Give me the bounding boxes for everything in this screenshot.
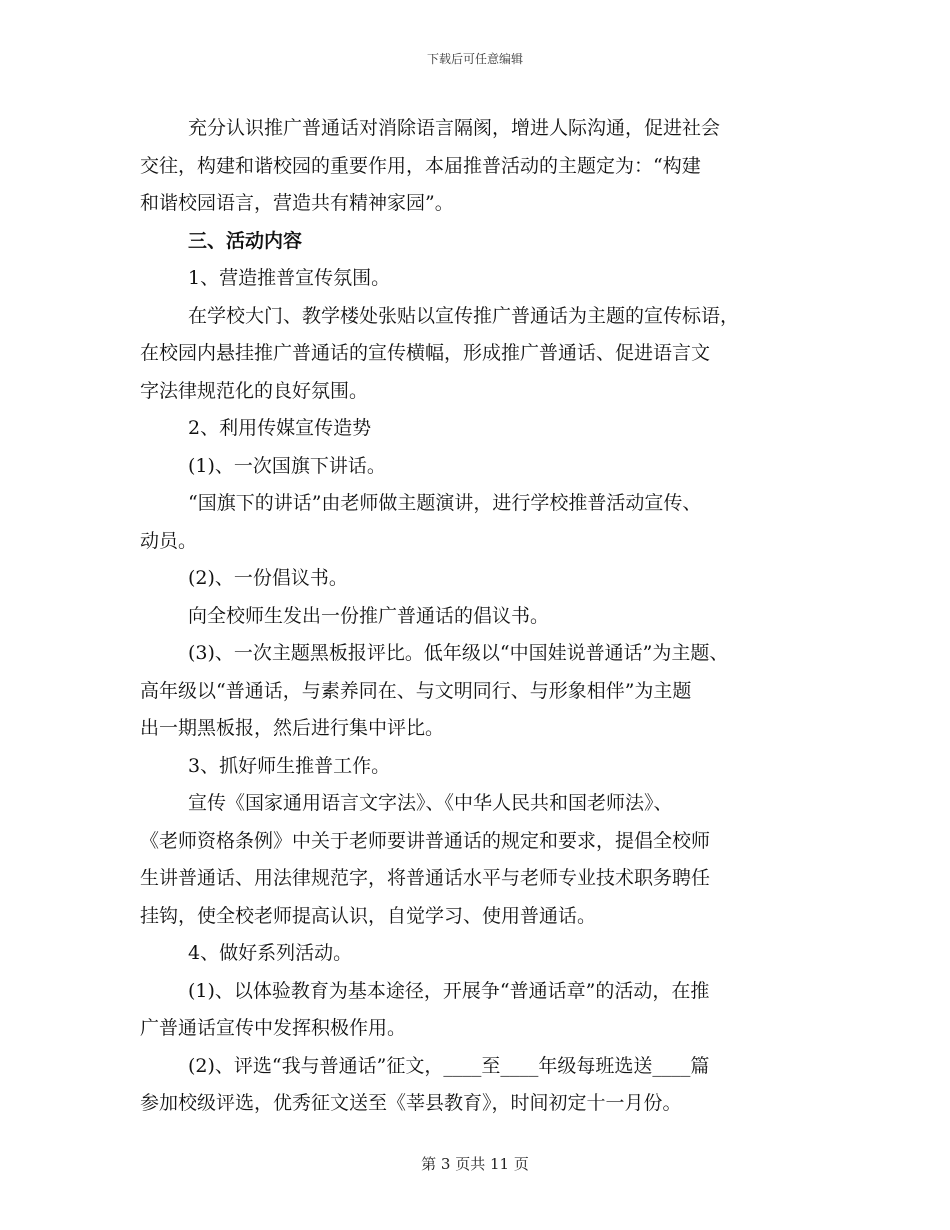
- paragraph-line: 挂钩，使全校老师提高认识，自觉学习、使用普通话。: [140, 904, 597, 927]
- paragraph-line: “国旗下的讲话”由老师做主题演讲，进行学校推普活动宣传、: [188, 492, 702, 514]
- paragraph-line: 字法律规范化的良好氛围。: [140, 379, 369, 402]
- paragraph-line: 生讲普通话、用法律规范字，将普通话水平与老师专业技术职务聘任: [140, 867, 711, 889]
- paragraph-line: 出一期黑板报，然后进行集中评比。: [140, 717, 445, 739]
- subsection-heading: 4、做好系列活动。: [188, 942, 353, 964]
- paragraph-line: 在校园内悬挂推广普通话的宣传横幅，形成推广普通话、促进语言文: [140, 342, 711, 364]
- paragraph-line: 向全校师生发出一份推广普通话的倡议书。: [188, 604, 550, 627]
- paragraph-line: 交往，构建和谐校园的重要作用，本届推普活动的主题定为：“构建: [140, 154, 701, 177]
- section-heading: 三、活动内容: [188, 229, 303, 252]
- paragraph-line: 和谐校园语言，营造共有精神家园”。: [140, 192, 454, 214]
- paragraph-line: 广普通话宣传中发挥积极作用。: [140, 1017, 407, 1039]
- paragraph-line: 动员。: [140, 529, 198, 552]
- list-item: (2)、评选“我与普通话”征文，____至____年级每班选送____篇: [188, 1054, 710, 1077]
- list-item: (1)、以体验教育为基本途径，开展争“普通话章”的活动，在推: [188, 979, 710, 1002]
- subsection-heading: 1、营造推普宣传氛围。: [188, 267, 391, 289]
- paragraph-line: 《老师资格条例》中关于老师要讲普通话的规定和要求，提倡全校师: [140, 829, 711, 852]
- paragraph-line: 参加校级评选，优秀征文送至《莘县教育》，时间初定十一月份。: [140, 1092, 682, 1114]
- paragraph-line: 高年级以“普通话，与素养同在、与文明同行、与形象相伴”为主题: [140, 679, 692, 702]
- paragraph-line: 充分认识推广普通话对消除语言隔阂，增进人际沟通，促进社会: [188, 117, 721, 139]
- paragraph-line: 在学校大门、教学楼处张贴以宣传推广普通话为主题的宣传标语，: [188, 304, 740, 327]
- list-item: (3)、一次主题黑板报评比。低年级以“中国娃说普通话”为主题、: [188, 642, 729, 664]
- list-item: (1)、一次国旗下讲话。: [188, 454, 386, 477]
- paragraph-line: 宣传《国家通用语言文字法》、《中华人民共和国老师法》、: [188, 792, 673, 814]
- list-item: (2)、一份倡议书。: [188, 567, 348, 589]
- page-footer: 第 3 页共 11 页: [421, 1155, 529, 1173]
- subsection-heading: 2、利用传媒宣传造势: [188, 417, 372, 439]
- subsection-heading: 3、抓好师生推普工作。: [188, 754, 391, 777]
- document-body: [140, 110, 830, 1123]
- page-header: 下载后可任意编辑: [426, 52, 523, 66]
